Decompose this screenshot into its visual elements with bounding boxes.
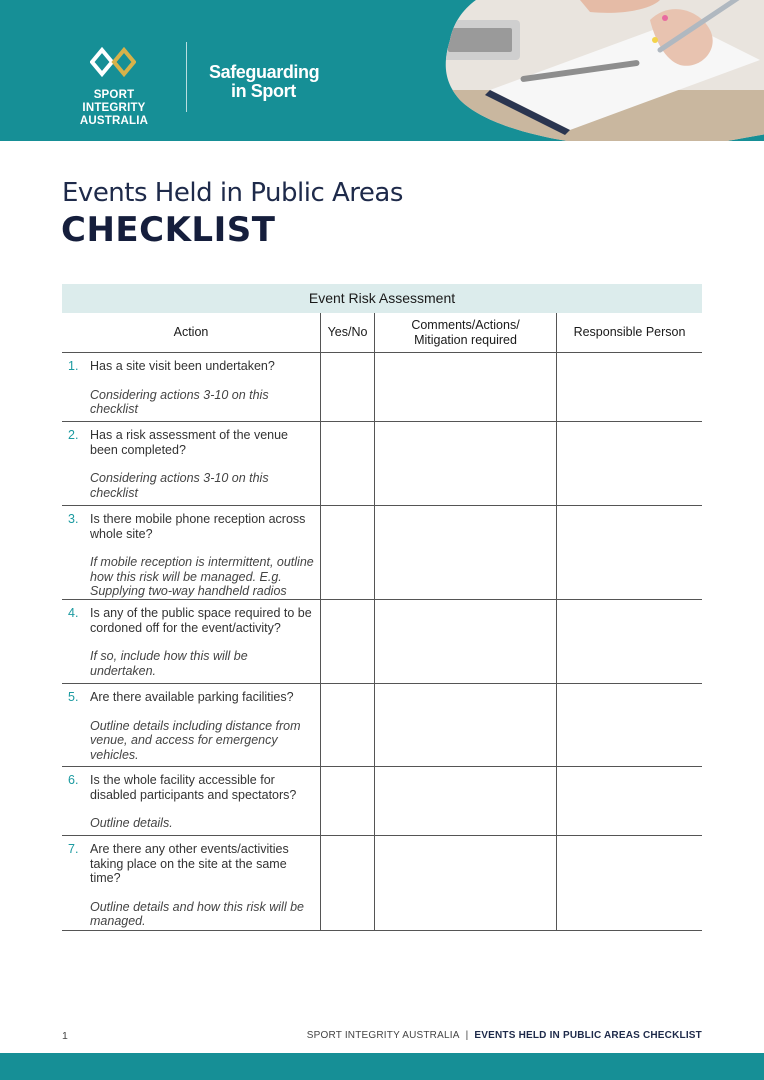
responsible-person-cell[interactable] bbox=[556, 353, 702, 421]
comments-cell[interactable] bbox=[374, 422, 556, 505]
action-cell bbox=[62, 353, 320, 421]
responsible-person-cell[interactable] bbox=[556, 684, 702, 766]
header-divider bbox=[186, 42, 187, 112]
item-number: 3. bbox=[68, 512, 79, 526]
yes-no-cell[interactable] bbox=[320, 836, 374, 930]
column-header-action: Action bbox=[173, 325, 209, 339]
org-name-line1: SPORT INTEGRITY bbox=[82, 89, 146, 114]
responsible-person-cell[interactable] bbox=[556, 600, 702, 683]
item-number: 2. bbox=[68, 428, 79, 442]
table-heading: Event Risk Assessment bbox=[62, 284, 702, 313]
comments-cell[interactable] bbox=[374, 600, 556, 683]
page-title: Events Held in Public Areas bbox=[62, 178, 403, 208]
item-question: Has a site visit been undertaken? bbox=[90, 359, 275, 373]
page-subtitle: CHECKLIST bbox=[61, 210, 276, 250]
item-note: Considering actions 3-10 on this checklist bbox=[90, 387, 269, 416]
comments-cell[interactable] bbox=[374, 684, 556, 766]
item-note: Outline details. bbox=[90, 816, 173, 830]
yes-no-cell[interactable] bbox=[320, 353, 374, 421]
responsible-person-cell[interactable] bbox=[556, 422, 702, 505]
comments-cell[interactable] bbox=[374, 767, 556, 835]
table-row bbox=[62, 767, 702, 836]
footer-separator: | bbox=[465, 1030, 469, 1041]
org-name bbox=[62, 89, 166, 128]
item-question: Has a risk assessment of the venue been completed? bbox=[90, 428, 289, 457]
column-header-yes-no: Yes/No bbox=[320, 313, 374, 352]
table-row bbox=[62, 506, 702, 600]
item-note: Outline details including distance from venue, and access for emergency vehicles. bbox=[90, 718, 301, 762]
column-header-responsible: Responsible Person bbox=[556, 313, 702, 352]
table-row bbox=[62, 684, 702, 767]
item-question: Are there any other events/activities taking place on the site at the same time? bbox=[90, 842, 289, 885]
yes-no-cell[interactable] bbox=[320, 506, 374, 599]
table-column-headers bbox=[62, 313, 702, 353]
program-name bbox=[209, 63, 319, 101]
yes-no-cell[interactable] bbox=[320, 767, 374, 835]
action-cell bbox=[62, 600, 320, 683]
item-question: Is the whole facility accessible for disabled participants and spectators? bbox=[90, 773, 297, 802]
item-note: If mobile reception is intermittent, outline how this risk will be managed. E.g. Supplying two-way handheld radios bbox=[90, 555, 314, 598]
program-line1: Safeguarding bbox=[209, 62, 320, 82]
sport-integrity-logo-icon bbox=[90, 44, 136, 80]
yes-no-cell[interactable] bbox=[320, 684, 374, 766]
action-cell bbox=[62, 684, 320, 766]
item-note: Outline details and how this risk will be managed. bbox=[90, 899, 304, 928]
column-header-comments-line1: Comments/Actions/ bbox=[411, 317, 520, 332]
comments-cell[interactable] bbox=[374, 836, 556, 930]
item-question: Is any of the public space required to be cordoned off for the event/activity? bbox=[90, 606, 312, 635]
header-banner bbox=[0, 0, 764, 141]
page-number: 1 bbox=[62, 1030, 68, 1042]
action-cell bbox=[62, 422, 320, 505]
footer-band bbox=[0, 1053, 764, 1080]
responsible-person-cell[interactable] bbox=[556, 506, 702, 599]
item-number: 1. bbox=[68, 359, 79, 373]
footer-text bbox=[307, 1030, 702, 1041]
item-number: 6. bbox=[68, 773, 79, 787]
footer-doc-title: EVENTS HELD IN PUBLIC AREAS CHECKLIST bbox=[474, 1030, 702, 1041]
action-cell bbox=[62, 767, 320, 835]
table-row bbox=[62, 353, 702, 422]
item-question: Is there mobile phone reception across whole site? bbox=[90, 512, 306, 541]
risk-assessment-table bbox=[62, 284, 702, 931]
table-row bbox=[62, 600, 702, 684]
action-cell bbox=[62, 506, 320, 599]
comments-cell[interactable] bbox=[374, 353, 556, 421]
item-number: 7. bbox=[68, 842, 79, 856]
item-number: 4. bbox=[68, 606, 79, 620]
item-question: Are there available parking facilities? bbox=[90, 690, 294, 704]
responsible-person-cell[interactable] bbox=[556, 767, 702, 835]
column-header-comments-line2: Mitigation required bbox=[414, 332, 517, 347]
yes-no-cell[interactable] bbox=[320, 600, 374, 683]
responsible-person-cell[interactable] bbox=[556, 836, 702, 930]
column-header-comments bbox=[374, 313, 556, 352]
footer-org: SPORT INTEGRITY AUSTRALIA bbox=[306, 1030, 460, 1041]
comments-cell[interactable] bbox=[374, 506, 556, 599]
item-note: Considering actions 3-10 on this checklist bbox=[90, 471, 269, 500]
table-row bbox=[62, 836, 702, 931]
item-number: 5. bbox=[68, 690, 79, 704]
org-name-line2: AUSTRALIA bbox=[79, 115, 149, 127]
table-row bbox=[62, 422, 702, 506]
program-line2: in Sport bbox=[231, 81, 296, 101]
header-photo bbox=[430, 0, 764, 141]
action-cell bbox=[62, 836, 320, 930]
item-note: If so, include how this will be undertaken. bbox=[90, 649, 248, 678]
yes-no-cell[interactable] bbox=[320, 422, 374, 505]
